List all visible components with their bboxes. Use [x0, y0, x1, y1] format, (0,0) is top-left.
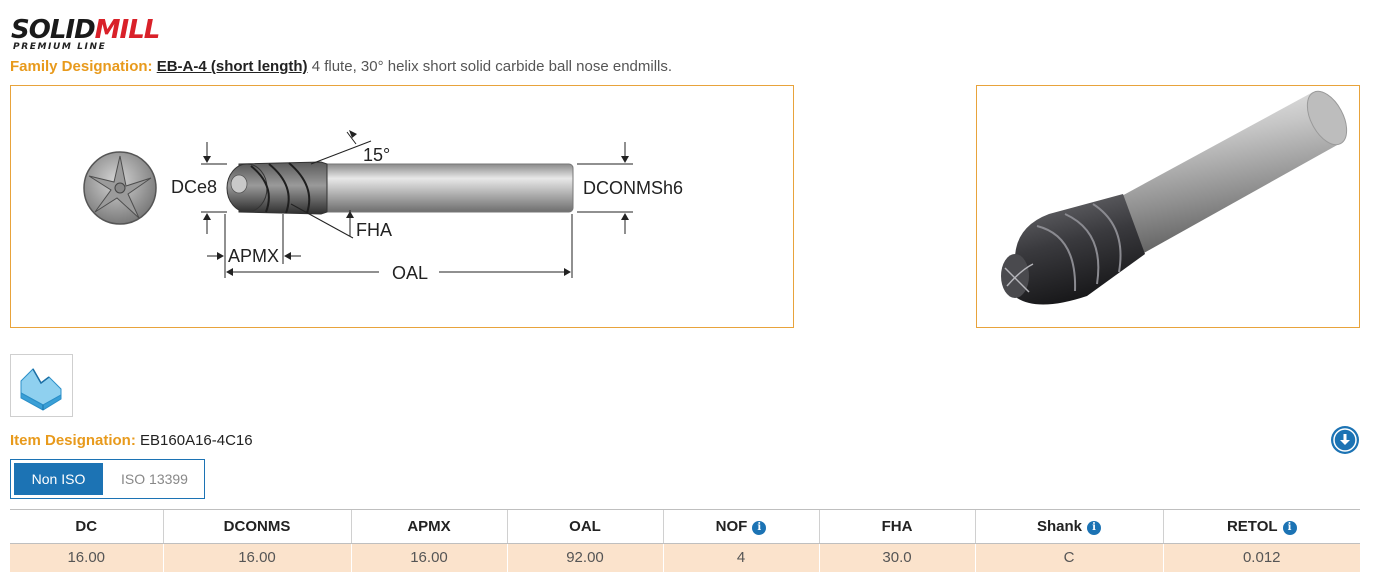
- info-icon[interactable]: i: [752, 521, 766, 535]
- header-label: APMX: [407, 518, 451, 535]
- header-label: RETOL: [1226, 518, 1278, 535]
- angle-label: 15°: [363, 145, 391, 165]
- family-description: 4 flute, 30° helix short solid carbide ball nose endmills.: [311, 58, 673, 75]
- header-label: NOF: [715, 518, 748, 535]
- table-header-row: [10, 510, 1360, 544]
- family-designation: [10, 58, 672, 75]
- family-code-link[interactable]: EB-A-4 (short length): [156, 58, 308, 75]
- header-shank: [975, 510, 1163, 544]
- info-icon[interactable]: i: [1087, 521, 1101, 535]
- cell-nof: 4: [663, 544, 819, 572]
- header-fha: [819, 510, 975, 544]
- logo-subtitle: PREMIUM LINE: [13, 42, 107, 52]
- solidmill-logo: [11, 16, 181, 56]
- endmill-photo-icon: [977, 86, 1360, 328]
- oal-label: OAL: [392, 263, 429, 283]
- download-button[interactable]: [1331, 426, 1359, 454]
- apmx-label: APMX: [228, 246, 280, 266]
- logo-solid: SOLID: [11, 15, 95, 45]
- product-photo: [976, 85, 1360, 328]
- end-view-icon: [84, 152, 156, 224]
- header-dconms: [163, 510, 351, 544]
- non-iso-button[interactable]: Non ISO: [14, 463, 103, 495]
- dc-label: DCe8: [171, 177, 218, 197]
- table-row: [10, 544, 1360, 572]
- item-designation: [10, 432, 253, 449]
- logo-wordmark: [11, 16, 181, 44]
- cell-apmx: 16.00: [351, 544, 507, 572]
- item-value: EB160A16-4C16: [140, 432, 253, 449]
- header-label: Shank: [1036, 518, 1082, 535]
- spec-table: [10, 509, 1360, 572]
- cell-shank: C: [975, 544, 1163, 572]
- cell-dconms: 16.00: [163, 544, 351, 572]
- iso-13399-button[interactable]: ISO 13399: [121, 471, 188, 487]
- family-label: Family Designation:: [10, 58, 153, 75]
- download-icon: [1331, 426, 1359, 454]
- fha-label: FHA: [356, 220, 392, 240]
- cell-retol: 0.012: [1163, 544, 1360, 572]
- logo-mill: MILL: [94, 15, 160, 45]
- dconms-label: DCONMSh6: [583, 178, 684, 198]
- slot-machining-icon[interactable]: [10, 354, 73, 417]
- header-nof: [663, 510, 819, 544]
- standard-toggle: [10, 459, 205, 499]
- cell-oal: 92.00: [507, 544, 663, 572]
- header-retol: [1163, 510, 1360, 544]
- tool-drawing-svg: [11, 86, 795, 329]
- header-dc: [10, 510, 163, 544]
- header-label: FHA: [881, 518, 913, 535]
- header-label: OAL: [569, 518, 601, 535]
- technical-drawing: [10, 85, 794, 328]
- item-label: Item Designation:: [10, 432, 136, 449]
- cell-fha: 30.0: [819, 544, 975, 572]
- info-icon[interactable]: i: [1283, 521, 1297, 535]
- header-label: DCONMS: [223, 518, 291, 535]
- header-label: DC: [75, 518, 98, 535]
- cell-dc: 16.00: [10, 544, 163, 572]
- header-apmx: [351, 510, 507, 544]
- header-oal: [507, 510, 663, 544]
